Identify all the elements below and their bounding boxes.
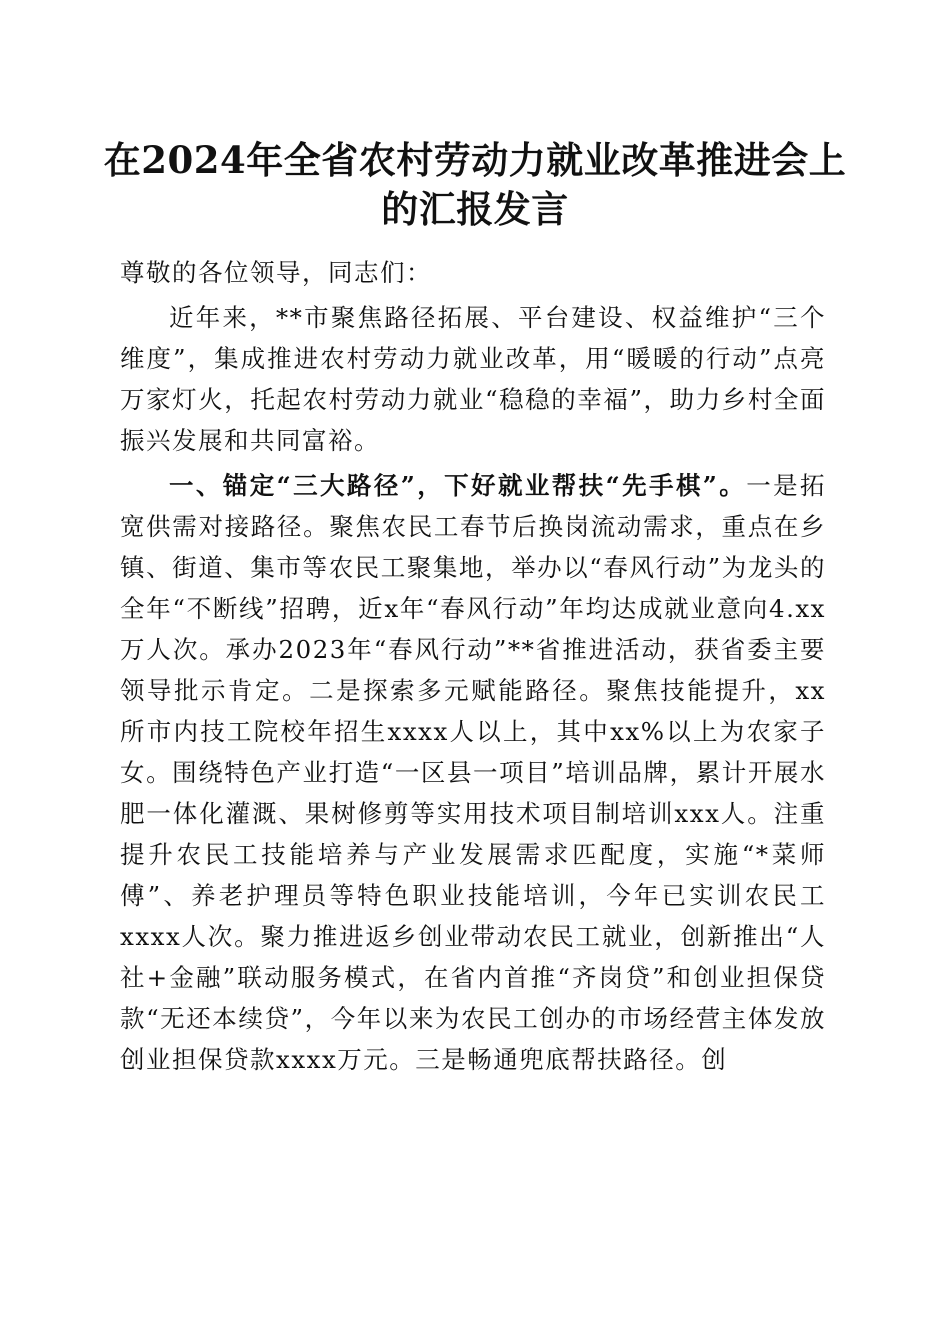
paragraph-intro: 近年来，**市聚焦路径拓展、平台建设、权益维护“三个维度”，集成推进农村劳动力就业改革，用“暖暖的行动”点亮万家灯火，托起农村劳动力就业“稳稳的幸福”，助力乡村全面振兴发展和共同富裕。 (120, 303, 826, 455)
salutation: 尊敬的各位领导，同志们： (120, 258, 432, 287)
document-body (120, 252, 826, 1084)
paragraph-section-1 (120, 465, 826, 1080)
document-title (100, 136, 850, 234)
title-line-1: 在2024年全省农村劳动力就业改革推进会上 (103, 138, 847, 182)
section-1-heading: 一、锚定“三大路径”，下好就业帮扶“先手棋”。 (169, 471, 747, 500)
section-1-body: 一是拓宽供需对接路径。聚焦农民工春节后换岗流动需求，重点在乡镇、街道、集市等农民工聚集地，举办以“春风行动”为龙头的全年“不断线”招聘，近x年“春风行动”年均达成就业意向4.xx万人次。承办2023年“春风行动”**省推进活动，获省委主要领导批示肯定。二是探索多元赋能路径。聚焦技能提升，xx所市内技工院校年招生xxxx人以上，其中xx%以上为农家子女。围绕特色产业打造“一区县一项目”培训品牌，累计开展水肥一体化灌溉、果树修剪等实用技术项目制培训xxx人。注重提升农民工技能培养与产业发展需求匹配度，实施“*菜师傅”、养老护理员等特色职业技能培训，今年已实训农民工xxxx人次。聚力推进返乡创业带动农民工就业，创新推出“人社+金融”联动服务模式，在省内首推“齐岗贷”和创业担保贷款“无还本续贷”，今年以来为农民工创办的市场经营主体发放创业担保贷款xxxx万元。三是畅通兜底帮扶路径。创 (120, 471, 826, 1074)
title-line-2: 的汇报发言 (381, 187, 569, 231)
